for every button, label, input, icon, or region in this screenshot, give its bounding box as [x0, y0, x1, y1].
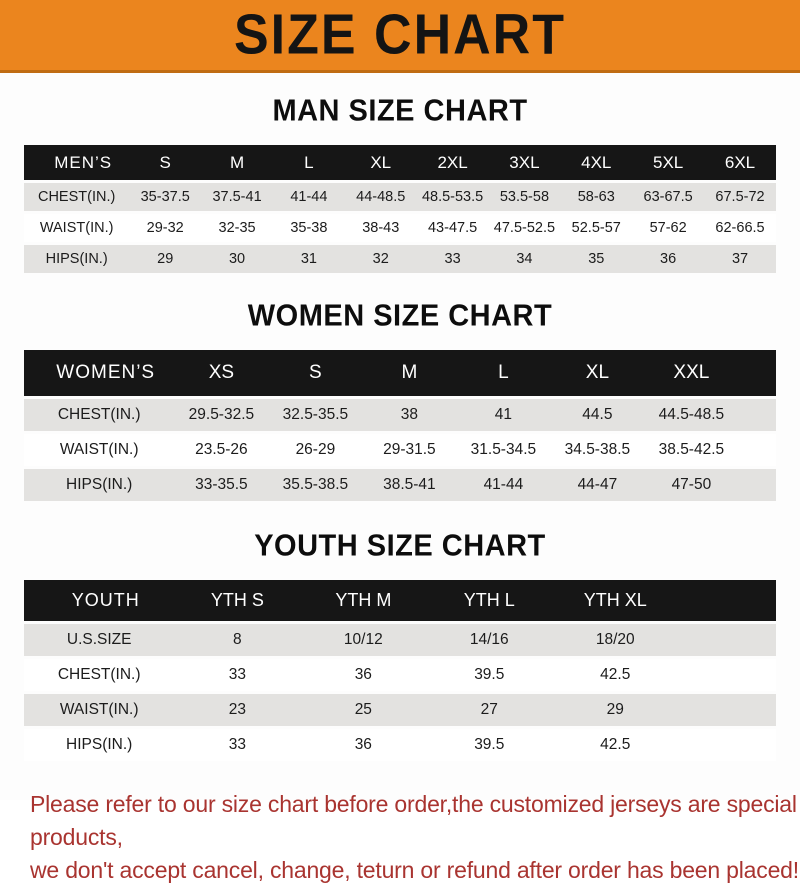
table-row — [24, 694, 776, 726]
section-title: YOUTH SIZE CHART — [254, 529, 546, 564]
header-spacer — [738, 350, 776, 396]
size-cell: 33 — [174, 729, 300, 761]
row-spacer — [678, 694, 776, 726]
size-column-header: 5XL — [632, 145, 704, 180]
size-cell: 31.5-34.5 — [456, 434, 550, 466]
size-cell: 44-48.5 — [345, 183, 417, 211]
size-cell: 43-47.5 — [417, 214, 489, 242]
size-column-header: 2XL — [417, 145, 489, 180]
size-cell: 38-43 — [345, 214, 417, 242]
size-cell: 29 — [552, 694, 678, 726]
size-cell: 38.5-41 — [362, 469, 456, 501]
table-row — [24, 214, 776, 242]
size-column-header: XL — [345, 145, 417, 180]
header-spacer — [678, 580, 776, 621]
row-spacer — [738, 469, 776, 501]
section-title: WOMEN SIZE CHART — [247, 299, 553, 334]
size-cell: 31 — [273, 245, 345, 273]
size-column-header: S — [129, 145, 201, 180]
size-cell: 33-35.5 — [174, 469, 268, 501]
size-cell: 63-67.5 — [632, 183, 704, 211]
size-cell: 58-63 — [560, 183, 632, 211]
row-spacer — [738, 399, 776, 431]
size-cell: 39.5 — [426, 729, 552, 761]
size-cell: 35-38 — [273, 214, 345, 242]
table-corner-label: YOUTH — [24, 580, 174, 621]
size-table-women — [24, 347, 776, 504]
size-cell: 52.5-57 — [560, 214, 632, 242]
row-label: CHEST(IN.) — [24, 399, 174, 431]
size-cell: 33 — [417, 245, 489, 273]
table-row — [24, 245, 776, 273]
size-column-header: 6XL — [704, 145, 776, 180]
size-cell: 48.5-53.5 — [417, 183, 489, 211]
table-row — [24, 729, 776, 761]
row-label: WAIST(IN.) — [24, 214, 129, 242]
size-cell: 37 — [704, 245, 776, 273]
table-header-row — [24, 580, 776, 621]
notice — [30, 788, 800, 887]
table-row — [24, 469, 776, 501]
size-cell: 33 — [174, 659, 300, 691]
size-cell: 57-62 — [632, 214, 704, 242]
size-cell: 25 — [300, 694, 426, 726]
size-cell: 35.5-38.5 — [268, 469, 362, 501]
table-corner-label: WOMEN’S — [24, 350, 174, 396]
size-section-women — [24, 276, 776, 504]
size-cell: 30 — [201, 245, 273, 273]
size-cell: 38 — [362, 399, 456, 431]
size-column-header: YTH L — [426, 580, 552, 621]
size-cell: 44.5 — [550, 399, 644, 431]
size-cell: 32-35 — [201, 214, 273, 242]
table-header-row — [24, 145, 776, 180]
size-cell: 42.5 — [552, 659, 678, 691]
size-cell: 14/16 — [426, 624, 552, 656]
size-cell: 37.5-41 — [201, 183, 273, 211]
notice-line-2: we don't accept cancel, change, teturn or refund after order has been placed! — [30, 857, 799, 883]
banner-title: SIZE CHART — [234, 3, 566, 67]
notice-line-1: Please refer to our size chart before order,the customized jerseys are special products, — [30, 791, 797, 850]
size-section-men — [24, 73, 776, 276]
size-column-header: M — [201, 145, 273, 180]
size-column-header: XL — [550, 350, 644, 396]
size-cell: 26-29 — [268, 434, 362, 466]
size-cell: 29.5-32.5 — [174, 399, 268, 431]
table-row — [24, 434, 776, 466]
size-cell: 36 — [300, 729, 426, 761]
size-table-youth — [24, 577, 776, 764]
row-spacer — [678, 729, 776, 761]
banner — [0, 0, 800, 73]
size-column-header: 3XL — [489, 145, 561, 180]
row-label: HIPS(IN.) — [24, 245, 129, 273]
size-cell: 41-44 — [273, 183, 345, 211]
size-column-header: YTH M — [300, 580, 426, 621]
table-row — [24, 183, 776, 211]
size-cell: 41-44 — [456, 469, 550, 501]
size-cell: 23.5-26 — [174, 434, 268, 466]
size-cell: 47-50 — [644, 469, 738, 501]
row-label: HIPS(IN.) — [24, 469, 174, 501]
size-column-header: YTH XL — [552, 580, 678, 621]
size-cell: 29 — [129, 245, 201, 273]
size-column-header: YTH S — [174, 580, 300, 621]
size-cell: 29-31.5 — [362, 434, 456, 466]
size-cell: 36 — [300, 659, 426, 691]
sections-container — [0, 73, 800, 764]
size-cell: 62-66.5 — [704, 214, 776, 242]
size-cell: 23 — [174, 694, 300, 726]
row-label: HIPS(IN.) — [24, 729, 174, 761]
size-cell: 27 — [426, 694, 552, 726]
size-column-header: S — [268, 350, 362, 396]
size-column-header: XXL — [644, 350, 738, 396]
row-label: CHEST(IN.) — [24, 183, 129, 211]
size-cell: 44-47 — [550, 469, 644, 501]
row-spacer — [738, 434, 776, 466]
row-label: WAIST(IN.) — [24, 694, 174, 726]
size-column-header: XS — [174, 350, 268, 396]
size-cell: 42.5 — [552, 729, 678, 761]
row-spacer — [678, 659, 776, 691]
size-cell: 34 — [489, 245, 561, 273]
size-cell: 10/12 — [300, 624, 426, 656]
size-column-header: 4XL — [560, 145, 632, 180]
row-label: U.S.SIZE — [24, 624, 174, 656]
table-corner-label: MEN’S — [24, 145, 129, 180]
size-table-men — [24, 142, 776, 276]
table-row — [24, 659, 776, 691]
size-cell: 29-32 — [129, 214, 201, 242]
size-cell: 34.5-38.5 — [550, 434, 644, 466]
row-label: CHEST(IN.) — [24, 659, 174, 691]
size-cell: 53.5-58 — [489, 183, 561, 211]
size-cell: 41 — [456, 399, 550, 431]
size-cell: 8 — [174, 624, 300, 656]
size-cell: 18/20 — [552, 624, 678, 656]
size-column-header: L — [456, 350, 550, 396]
size-cell: 67.5-72 — [704, 183, 776, 211]
size-column-header: L — [273, 145, 345, 180]
size-cell: 35-37.5 — [129, 183, 201, 211]
size-column-header: M — [362, 350, 456, 396]
size-cell: 36 — [632, 245, 704, 273]
size-cell: 32.5-35.5 — [268, 399, 362, 431]
row-spacer — [678, 624, 776, 656]
size-cell: 44.5-48.5 — [644, 399, 738, 431]
table-row — [24, 624, 776, 656]
table-header-row — [24, 350, 776, 396]
size-cell: 38.5-42.5 — [644, 434, 738, 466]
table-row — [24, 399, 776, 431]
section-title: MAN SIZE CHART — [272, 94, 528, 128]
size-cell: 47.5-52.5 — [489, 214, 561, 242]
row-label: WAIST(IN.) — [24, 434, 174, 466]
size-cell: 39.5 — [426, 659, 552, 691]
size-cell: 32 — [345, 245, 417, 273]
size-section-youth — [24, 504, 776, 764]
size-cell: 35 — [560, 245, 632, 273]
